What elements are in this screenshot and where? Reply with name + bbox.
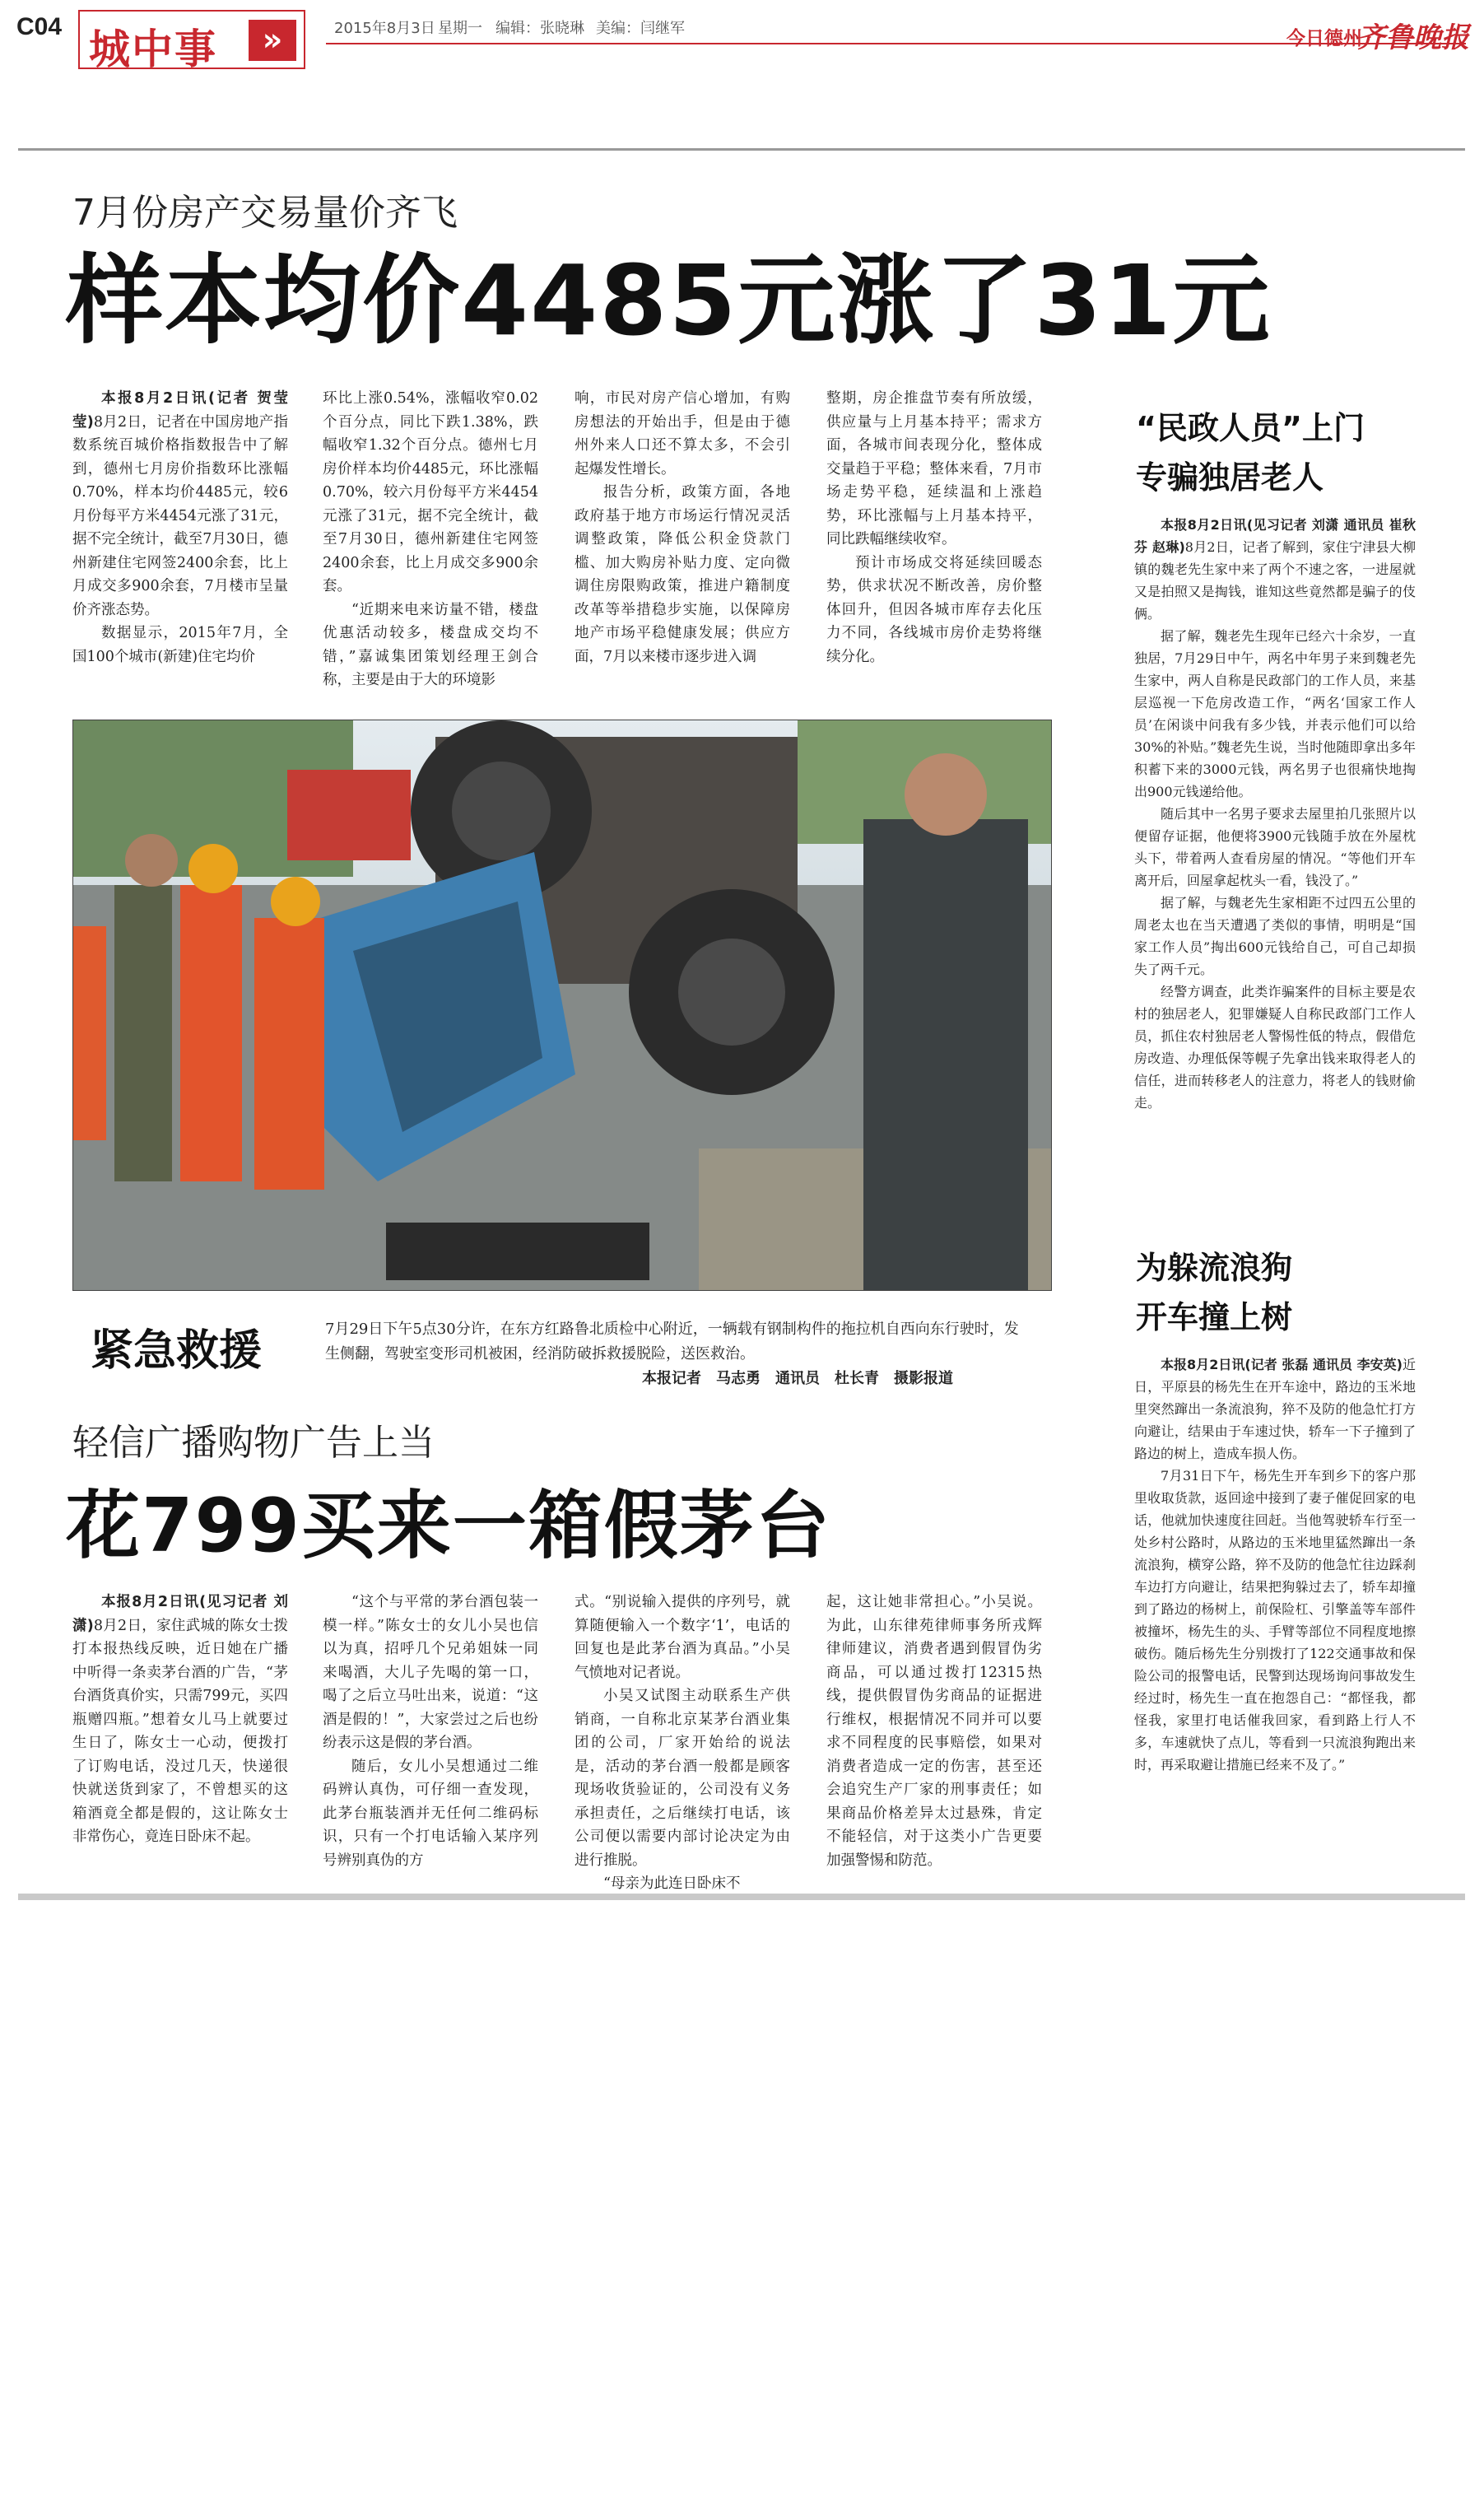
photo-caption <box>325 1317 1025 1367</box>
overturned-tractor-rescue-image <box>73 720 1051 1290</box>
paragraph: 小吴又试图主动联系生产供销商，一自称北京某茅台酒业集团的公司，厂家开始给的说法是，活动的茅台酒一般都是顾客现场收货验证的，公司没有义务承担责任，之后继续打电话，该公司便以需要内部讨论决定为由进行推脱。 <box>575 1688 790 1869</box>
issue-date: 2015年8月3日 <box>334 20 435 37</box>
headline-line: 为躲流浪狗 <box>1136 1250 1293 1286</box>
story2-column-3 <box>575 1591 790 1896</box>
headline-line: 开车撞上树 <box>1136 1299 1293 1335</box>
paragraph: 报告分析，政策方面，各地政府基于地方市场运行情况灵活调整政策，降低公积金贷款门槛、加大购房补贴力度、定向微调住房限购政策，推进户籍制度改革等举措稳步实施，以保障房地产市场平稳健康发展；供应方面，7月以来楼市逐步进入调 <box>575 484 790 665</box>
news-photo <box>72 720 1052 1291</box>
dateline: 本报8月2日讯(记者 贺莹莹) <box>72 390 288 431</box>
dateline: 本报8月2日讯(记者 张磊 通讯员 李安英) <box>1161 1357 1403 1372</box>
paragraph: 8月2日，记者在中国房地产指数系统百城价格指数报告中了解到，德州七月房价指数环比涨幅0.70%，样本均价4485元，较6月份每平方米4454元涨了31元，据不完全统计，截至7月30日，德州新建住宅网签2400余套，比上月成交多900余套，7月楼市呈量价齐涨态势。 <box>72 413 288 618</box>
story2-kicker: 轻信广播购物广告上当 <box>72 1422 435 1464</box>
paragraph: 式。“别说输入提供的序列号，就算随便输入一个数字‘1’，电话的回复也是此茅台酒为真品。”小吴气愤地对记者说。 <box>575 1594 790 1681</box>
paragraph: 近日，平原县的杨先生在开车途中，路边的玉米地里突然蹿出一条流浪狗，猝不及防的他急忙打方向避让，结果由于车速过快，轿车一下子撞到了路边的树上，造成车损人伤。 <box>1134 1357 1416 1461</box>
section-title: 城中事 <box>89 26 217 73</box>
paragraph: “母亲为此连日卧床不 <box>603 1875 741 1892</box>
photo-credit: 本报记者 马志勇 通讯员 杜长青 摄影报道 <box>642 1370 953 1387</box>
headline-line: 专骗独居老人 <box>1136 459 1324 496</box>
side2-body <box>1134 1353 1416 1776</box>
paragraph: 随后其中一名男子要求去屋里拍几张照片以便留存证据，他便将3900元钱随手放在外屋枕头下，带着两人查看房屋的情况。“等他们开车离开后，回屋拿起枕头一看，钱没了。” <box>1134 806 1416 888</box>
story1-column-2 <box>323 387 538 692</box>
paragraph: 数据显示，2015年7月，全国100个城市(新建)住宅均价 <box>72 625 288 665</box>
side1-body <box>1134 514 1416 1114</box>
paragraph: 据了解，与魏老先生家相距不过四五公里的周老太也在当天遭遇了类似的事情，明明是“国家工作人员”掏出600元钱给自己，可自己却损失了两千元。 <box>1134 895 1416 977</box>
side2-headline <box>1136 1243 1292 1342</box>
paragraph: 据了解，魏老先生现年已经六十余岁，一直独居，7月29日中午，两名中年男子来到魏老先生家中，两人自称是民政部门的工作人员，来基层巡视一下危房改造工作，“两名‘国家工作人员’在闲谈中问我有多少钱，并表示他们可以给30%的补贴。”魏老先生说，当时他随即拿出多年积蓄下来的3000元钱，两名男子也很痛快地掏出900元钱递给他。 <box>1134 628 1416 799</box>
story1-column-3 <box>575 387 790 669</box>
story2-headline: 花799买来一箱假茅台 <box>66 1483 831 1569</box>
headline-line: “民政人员”上门 <box>1136 410 1365 446</box>
paragraph: 环比上涨0.54%，涨幅收窄0.02个百分点，同比下跌1.38%，跌幅收窄1.32个百分点。德州七月房价样本均价4485元，环比涨幅0.70%，较六月份每平方米4454元涨了31元，据不完全统计，截至7月30日，德州新建住宅网签2400余套，比上月成交多900余套。 <box>323 390 538 594</box>
paragraph: 经警方调查，此类诈骗案件的目标主要是农村的独居老人，犯罪嫌疑人自称民政部门工作人员，抓住农村独居老人警惕性低的特点，假借危房改造、办理低保等幌子先拿出钱来取得老人的信任，进而转移老人的注意力，将老人的钱财偷走。 <box>1134 984 1416 1111</box>
double-chevron-icon: » <box>249 20 296 61</box>
story1-column-4 <box>826 387 1042 669</box>
paragraph: 响，市民对房产信心增加，有购房想法的开始出手，但是由于德州外来人口还不算太多，不会引起爆发性增长。 <box>575 390 790 478</box>
story2-column-2 <box>323 1591 538 1872</box>
dateline: 本报8月2日讯(见习记者 刘潇) <box>72 1594 288 1634</box>
paragraph: 8月2日，记者了解到，家住宁津县大柳镇的魏老先生家中来了两个不速之客，一进屋就又是拍照又是掏钱，谁知这些竟然都是骗子的伎俩。 <box>1134 539 1416 622</box>
paragraph: “这个与平常的茅台酒包装一模一样。”陈女士的女儿小吴也信以为真，招呼几个兄弟姐妹一同来喝酒，大儿子先喝的第一口，喝了之后立马吐出来，说道：“这酒是假的！”，大家尝过之后也纷纷表示这是假的茅台酒。 <box>323 1594 538 1751</box>
side1-headline <box>1136 403 1365 502</box>
paragraph: 起，这让她非常担心。”小吴说。为此，山东律苑律师事务所戎辉律师建议，消费者遇到假冒伪劣商品，可以通过拨打12315热线，提供假冒伪劣商品的证据进行维权，根据情况不同并可以要求不同程度的民事赔偿，如果对消费者造成一定的伤害，甚至还会追究生产厂家的刑事责任；如果商品价格差异太过悬殊，肯定不能轻信，对于这类小广告更要加强警惕和防范。 <box>826 1594 1042 1869</box>
dateline: 本报8月2日讯(见习记者 刘潇 通讯员 崔秋芬 赵琳) <box>1134 517 1416 555</box>
paragraph: 整期，房企推盘节奏有所放缓，供应量与上月基本持平；需求方面，各城市间表现分化，整体成交量趋于平稳；整体来看，7月市场走势平稳，延续温和上涨趋势，环比涨幅与上月基本持平，同比跌幅继续收窄。 <box>826 390 1042 547</box>
story2-column-1 <box>72 1591 288 1849</box>
editor-credit: 编辑：张晓琳 <box>495 20 584 37</box>
paragraph: 7月31日下午，杨先生开车到乡下的客户那里收取货款，返回途中接到了妻子催促回家的电话，他就加快速度往回赶。当他驾驶轿车行至一处乡村公路时，从路边的玉米地里猛然蹿出一条流浪狗，横穿公路，猝不及防的他急忙往边踩刹车边打方向避让，结果把狗躲过去了，轿车却撞到了路边的杨树上，前保险杠、引擎盖等车部件被撞坏，杨先生的头、手臂等部位不同程度地擦破伤。随后杨先生分别拨打了122交通事故和保险公司的报警电话，民警到达现场询问事故发生经过时，杨先生一直在抱怨自己：“都怪我，都怪我，家里打电话催我回家，看到路上行人不多，车速就快了点儿，等看到一只流浪狗跑出来时，再采取避让措施已经来不及了。” <box>1134 1468 1416 1773</box>
story2-column-4 <box>826 1591 1042 1872</box>
column-name: 今日德州 <box>1286 28 1362 49</box>
photo-title: 紧急救援 <box>91 1326 263 1376</box>
paragraph: 随后，女儿小吴想通过二维码辨认真伪，可仔细一查发现，此茅台瓶装酒并无任何二维码标识，只有一个打电话输入某序列号辨别真伪的方 <box>323 1758 538 1869</box>
paragraph: “近期来电来访量不错，楼盘优惠活动较多，楼盘成交均不错，”嘉诚集团策划经理王剑合称，主要是由于大的环境影 <box>323 601 538 688</box>
caption-text: 7月29日下午5点30分许，在东方红路鲁北质检中心附近，一辆载有钢制构件的拖拉机自西向东行驶时，发生侧翻，驾驶室变形司机被困，经消防破拆救援脱险，送医救治。 <box>325 1321 1019 1363</box>
story1-column-1 <box>72 387 288 669</box>
issue-weekday: 星期一 <box>438 20 482 37</box>
page-number: C04 <box>16 13 63 40</box>
story1-kicker: 7月份房产交易量价齐飞 <box>72 192 458 234</box>
paragraph: 8月2日，家住武城的陈女士拨打本报热线反映，近日她在广播中听得一条卖茅台酒的广告，“茅台酒货真价实，只需799元，买四瓶赠四瓶。”想着女儿马上就要过生日了，陈女士一心动，便拨打了订购电话，没过几天，快递很快就送货到家了，不曾想买的这箱酒竟全都是假的，这让陈女士非常伤心，竟连日卧床不起。 <box>72 1617 288 1845</box>
top-divider <box>18 148 1465 151</box>
art-editor-credit: 美编：闫继军 <box>596 20 685 37</box>
story1-headline: 样本均价4485元涨了31元 <box>66 244 1272 357</box>
newspaper-logo: 齐鲁晚报 <box>1357 21 1469 54</box>
paragraph: 预计市场成交将延续回暖态势，供求状况不断改善，房价整体回升，但因各城市库存去化压力不同，各线城市房价走势将继续分化。 <box>826 554 1042 665</box>
bottom-divider <box>18 1894 1465 1900</box>
